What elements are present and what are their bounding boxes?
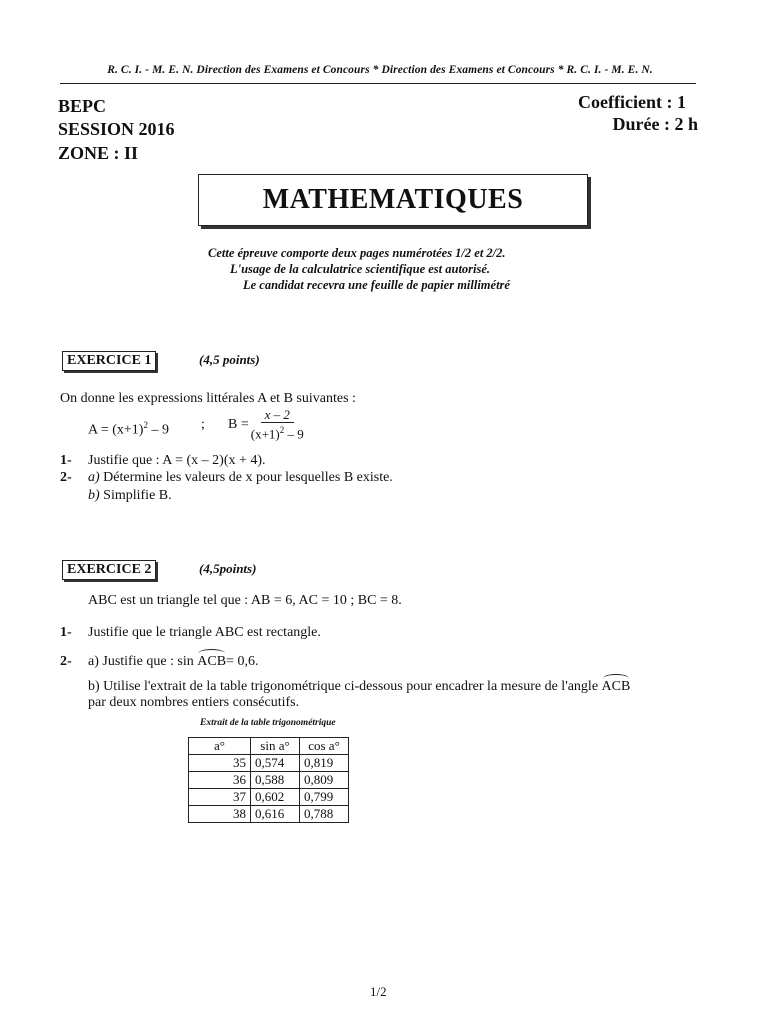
table-row bbox=[189, 772, 349, 789]
trig-table-header-row bbox=[189, 738, 349, 755]
expression-b-fraction: $\frac{x - 2}{(x+1)^2 - 9}$ bbox=[250, 407, 304, 442]
intro-line-3: Le candidat recevra une feuille de papier millimétré bbox=[243, 278, 510, 292]
exam-name: BEPC bbox=[58, 96, 107, 116]
exercice-2-q1-number: 1- bbox=[60, 625, 72, 640]
exercice-2-q2b-line-2: par deux nombres entiers consécutifs. bbox=[88, 695, 300, 710]
angle-acb: ACB bbox=[197, 654, 227, 669]
subject-title: MATHEMATIQUES bbox=[262, 184, 524, 215]
trig-angle-cell: 38 bbox=[189, 806, 251, 823]
trig-cos-cell: 0,819 bbox=[300, 755, 349, 772]
intro-line-2: L'usage de la calculatrice scientifique est autorisé. bbox=[230, 262, 491, 276]
trig-header-angle: a° bbox=[189, 738, 251, 755]
exercice-1-q2a: a) Détermine les valeurs de x pour lesquelles B existe. bbox=[88, 470, 393, 485]
exercice-1-points: (4,5 points) bbox=[199, 352, 260, 367]
exercice-1-label: EXERCICE 1 bbox=[62, 351, 156, 371]
trig-sin-cell: 0,616 bbox=[251, 806, 300, 823]
exam-duration: Durée : 2 h bbox=[612, 114, 698, 134]
table-row bbox=[189, 755, 349, 772]
exam-session: SESSION 2016 bbox=[58, 119, 175, 139]
trig-angle-cell: 35 bbox=[189, 755, 251, 772]
trig-table-caption: Extrait de la table trigonométrique bbox=[200, 718, 336, 728]
exercice-2-q2a: a) Justifie que : sin ACB= 0,6. bbox=[88, 654, 259, 669]
exercice-2-intro: ABC est un triangle tel que : AB = 6, AC = 10 ; BC = 8. bbox=[88, 593, 402, 608]
trig-header-sin: sin a° bbox=[251, 738, 300, 755]
trig-angle-cell: 36 bbox=[189, 772, 251, 789]
expression-b: B = $\frac{x - 2}{(x+1)^2 - 9}$ bbox=[228, 407, 304, 442]
banner-rule bbox=[60, 83, 696, 84]
exercice-1-q1-number: 1- bbox=[60, 453, 72, 468]
trig-header-cos: cos a° bbox=[300, 738, 349, 755]
exam-coefficient: Coefficient : 1 bbox=[578, 92, 686, 112]
exercice-1-q1-text: Justifie que : A = (x – 2)(x + 4). bbox=[88, 453, 266, 468]
subject-title-box bbox=[198, 174, 588, 226]
exercice-2-q1-text: Justifie que le triangle ABC est rectangle. bbox=[88, 625, 321, 640]
table-row bbox=[189, 806, 349, 823]
expression-a: $A = (x+1)^2 - 9$ bbox=[88, 420, 169, 438]
table-row bbox=[189, 789, 349, 806]
exercice-1-q2b: b) Simplifie B. bbox=[88, 488, 172, 503]
trig-cos-cell: 0,799 bbox=[300, 789, 349, 806]
trig-cos-cell: 0,809 bbox=[300, 772, 349, 789]
exercice-2-label: EXERCICE 2 bbox=[62, 560, 156, 580]
trig-cos-cell: 0,788 bbox=[300, 806, 349, 823]
header-banner: R. C. I. - M. E. N. Direction des Examens et Concours * Direction des Examens et Concours * R. C. I. - M. E. N. bbox=[107, 64, 653, 76]
exam-zone: ZONE : II bbox=[58, 143, 139, 163]
exercice-2-q2b-line-1: b) Utilise l'extrait de la table trigonométrique ci-dessous pour encadrer la mesure de l'angle ACB bbox=[88, 679, 631, 694]
exercice-1-q2-number: 2- bbox=[60, 470, 72, 485]
trig-sin-cell: 0,574 bbox=[251, 755, 300, 772]
exercice-1-intro: On donne les expressions littérales A et B suivantes : bbox=[60, 391, 356, 406]
intro-line-1: Cette épreuve comporte deux pages numérotées 1/2 et 2/2. bbox=[208, 246, 506, 260]
trig-sin-cell: 0,602 bbox=[251, 789, 300, 806]
angle-acb: ACB bbox=[601, 679, 631, 694]
exercice-2-points: (4,5points) bbox=[199, 561, 257, 576]
trig-table bbox=[188, 737, 349, 823]
expression-separator: ; bbox=[201, 417, 205, 432]
page-number: 1/2 bbox=[370, 984, 387, 999]
trig-angle-cell: 37 bbox=[189, 789, 251, 806]
trig-sin-cell: 0,588 bbox=[251, 772, 300, 789]
exercice-2-q2-number: 2- bbox=[60, 654, 72, 669]
